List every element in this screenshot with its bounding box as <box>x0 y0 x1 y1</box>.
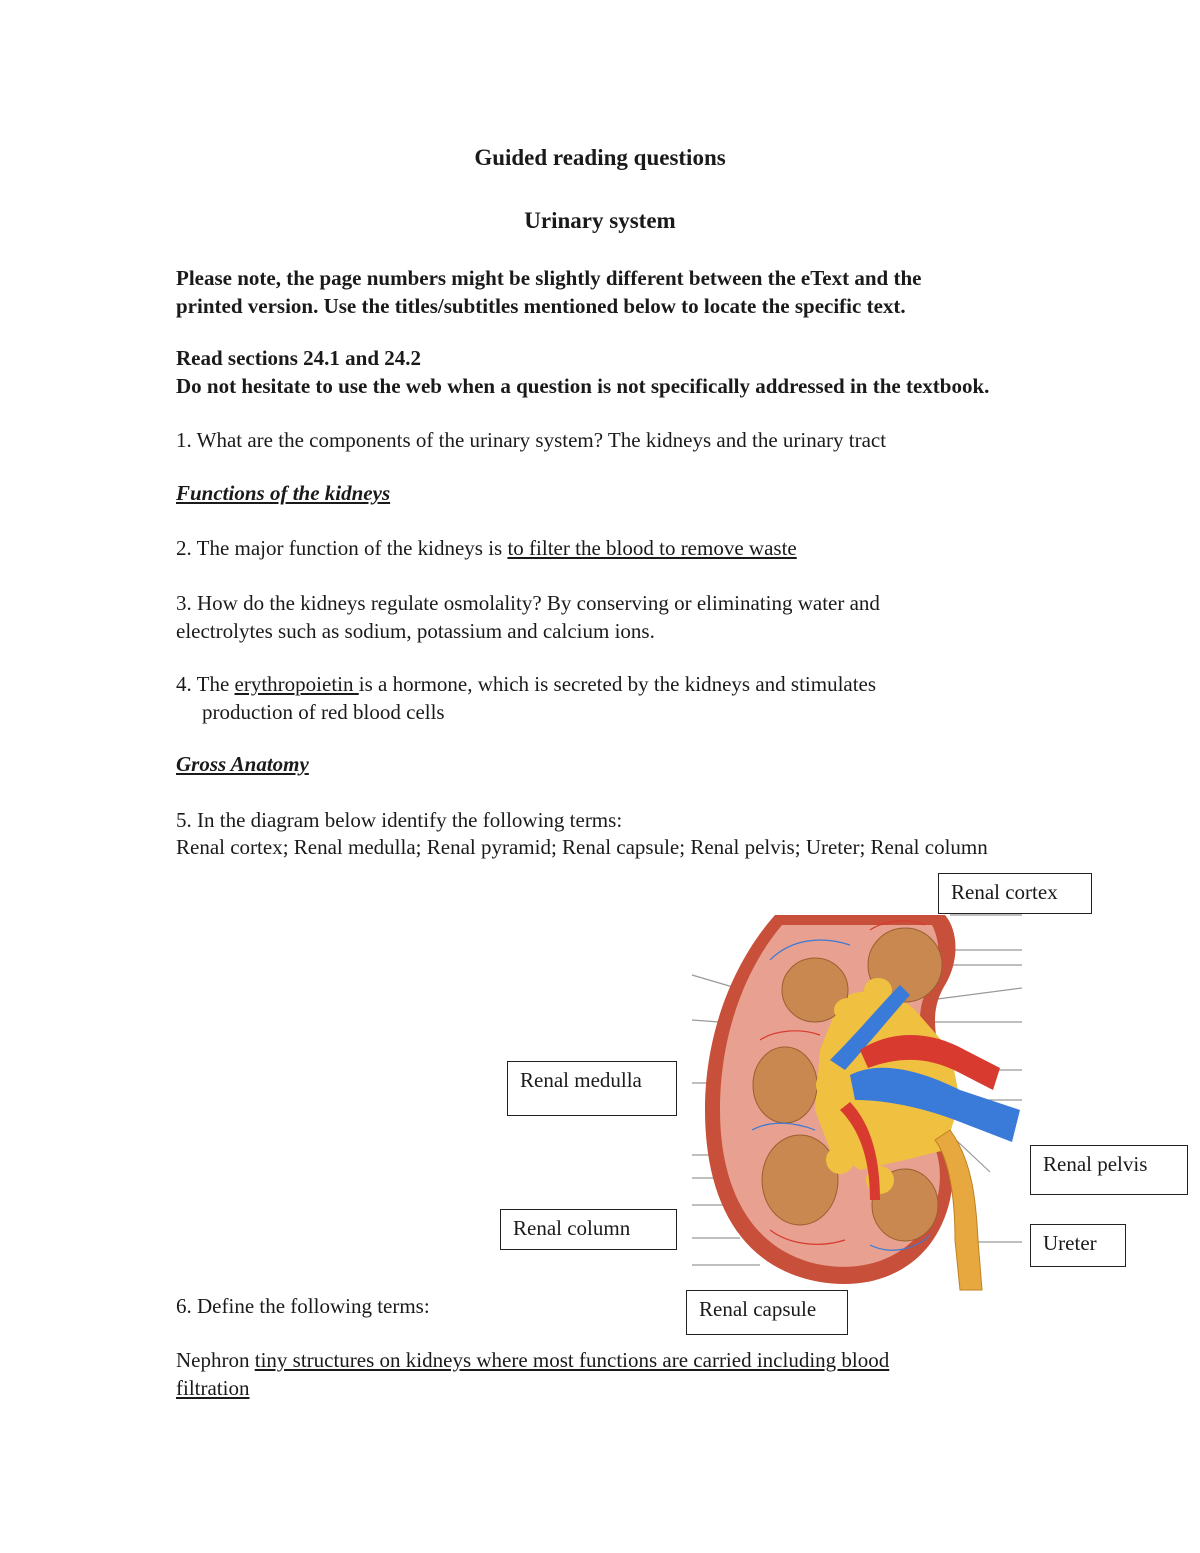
label-renal-column: Renal column <box>500 1209 677 1250</box>
question-3-line-2: electrolytes such as sodium, potassium and calcium ions. <box>176 619 655 643</box>
note-line-1: Please note, the page numbers might be slightly different between the eText and the <box>176 266 922 290</box>
question-4-rest: is a hormone, which is secreted by the kidneys and stimulates <box>358 672 877 696</box>
question-4-line-2: production of red blood cells <box>202 700 445 724</box>
question-6: 6. Define the following terms: <box>176 1294 430 1318</box>
nephron-answer-line-1: tiny structures on kidneys where most functions are carried including blood <box>254 1348 890 1372</box>
question-4-prompt: 4. The <box>176 672 235 696</box>
label-renal-medulla: Renal medulla <box>507 1061 677 1116</box>
read-sections: Read sections 24.1 and 24.2 <box>176 346 422 370</box>
question-1: 1. What are the components of the urinary system? The kidneys and the urinary tract <box>176 428 887 452</box>
label-renal-pelvis: Renal pelvis <box>1030 1145 1188 1195</box>
label-renal-cortex: Renal cortex <box>938 873 1092 914</box>
question-5-line-1: 5. In the diagram below identify the following terms: <box>176 808 623 832</box>
question-4-answer: erythropoietin <box>234 672 359 696</box>
nephron-definition <box>176 1346 889 1374</box>
question-3-line-1: 3. How do the kidneys regulate osmolality? By conserving or eliminating water and <box>176 591 880 615</box>
nephron-answer-line-2: filtration <box>176 1376 250 1400</box>
nephron-term: Nephron <box>176 1348 255 1372</box>
section-heading-anatomy: Gross Anatomy <box>176 752 309 776</box>
section-heading-functions: Functions of the kidneys <box>176 481 391 505</box>
question-5-line-2: Renal cortex; Renal medulla; Renal pyramid; Renal capsule; Renal pelvis; Ureter; Renal column <box>176 835 988 859</box>
note-line-2: printed version. Use the titles/subtitles mentioned below to locate the specific text. <box>176 294 906 318</box>
question-2-prompt: 2. The major function of the kidneys is <box>176 536 508 560</box>
page-subtitle: Urinary system <box>524 208 676 233</box>
question-2-answer: to filter the blood to remove waste <box>507 536 797 560</box>
label-renal-capsule: Renal capsule <box>686 1290 848 1335</box>
page-title: Guided reading questions <box>474 145 726 170</box>
label-ureter: Ureter <box>1030 1224 1126 1267</box>
web-instruction: Do not hesitate to use the web when a question is not specifically addressed in the textbook. <box>176 374 990 398</box>
